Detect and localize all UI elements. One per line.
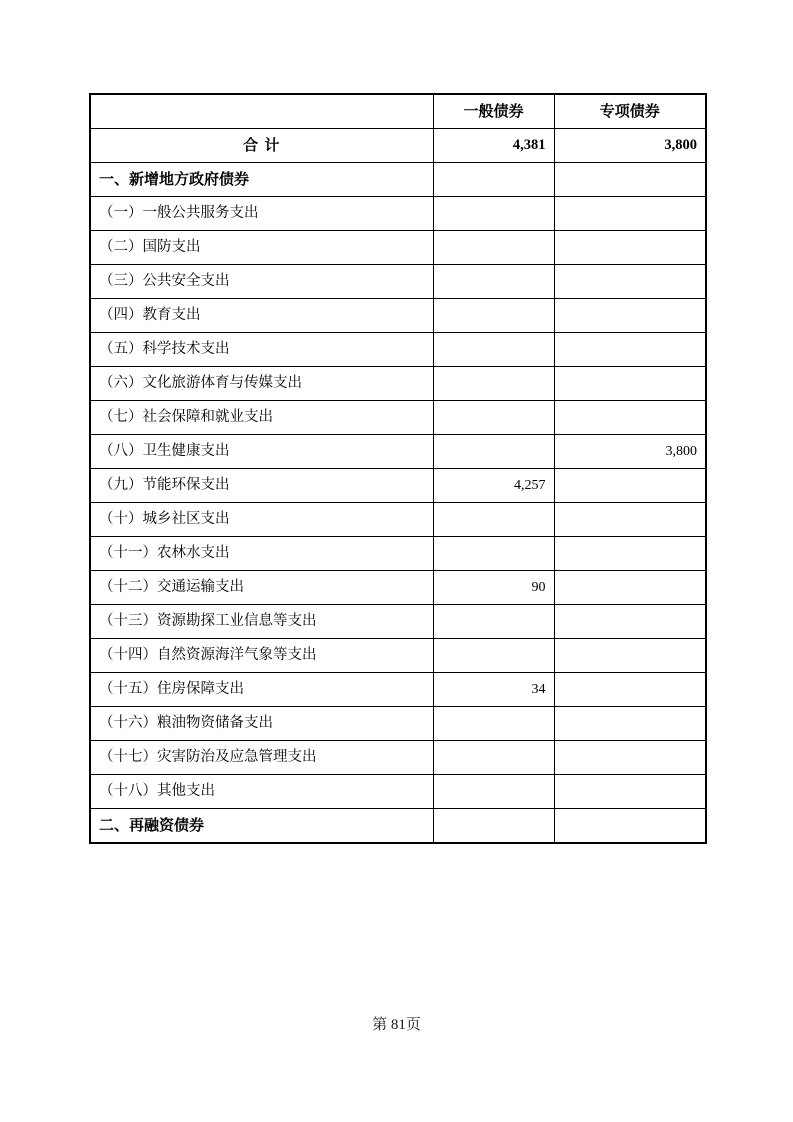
expense-label-cell: （十五）住房保障支出	[90, 673, 433, 707]
general-bond-value-cell	[433, 231, 554, 265]
special-bond-value-cell	[554, 401, 706, 435]
expense-label-cell: （一）一般公共服务支出	[90, 197, 433, 231]
special-bond-value-cell	[554, 163, 706, 197]
special-bond-value-cell	[554, 775, 706, 809]
general-bond-value-cell	[433, 401, 554, 435]
special-bond-value-cell	[554, 197, 706, 231]
general-bond-value-cell	[433, 605, 554, 639]
general-bond-value-cell	[433, 639, 554, 673]
special-bond-value-cell	[554, 333, 706, 367]
general-bond-value-cell: 4,381	[433, 129, 554, 163]
general-bond-value-cell	[433, 265, 554, 299]
table-row	[90, 197, 706, 231]
bond-expenditure-table	[89, 93, 707, 844]
expense-label-cell: （五）科学技术支出	[90, 333, 433, 367]
table-row	[90, 673, 706, 707]
special-bond-value-cell	[554, 503, 706, 537]
special-bond-value-cell	[554, 639, 706, 673]
special-bond-value-cell	[554, 673, 706, 707]
expense-label-cell: （十七）灾害防治及应急管理支出	[90, 741, 433, 775]
expense-label-cell: （十三）资源勘探工业信息等支出	[90, 605, 433, 639]
general-bond-value-cell	[433, 197, 554, 231]
general-bond-value-cell	[433, 707, 554, 741]
expense-label-cell: （十八）其他支出	[90, 775, 433, 809]
expense-label-cell: （七）社会保障和就业支出	[90, 401, 433, 435]
special-bond-value-cell	[554, 741, 706, 775]
general-bond-value-cell	[433, 503, 554, 537]
expense-label-cell: （八）卫生健康支出	[90, 435, 433, 469]
general-bond-value-cell	[433, 537, 554, 571]
special-bond-value-cell	[554, 809, 706, 844]
table-header-row	[90, 94, 706, 129]
special-bond-value-cell	[554, 299, 706, 333]
expense-label-cell: （十六）粮油物资储备支出	[90, 707, 433, 741]
table-row	[90, 163, 706, 197]
table-row	[90, 775, 706, 809]
general-bond-value-cell	[433, 809, 554, 844]
expense-label-cell: （十一）农林水支出	[90, 537, 433, 571]
expense-label-cell: （九）节能环保支出	[90, 469, 433, 503]
special-bond-value-cell: 3,800	[554, 129, 706, 163]
general-bond-value-cell	[433, 741, 554, 775]
header-special-bond-cell: 专项债券	[554, 94, 706, 129]
table-row	[90, 741, 706, 775]
general-bond-value-cell	[433, 333, 554, 367]
expense-label-cell: （十二）交通运输支出	[90, 571, 433, 605]
table-row	[90, 299, 706, 333]
general-bond-value-cell	[433, 775, 554, 809]
header-general-bond-cell: 一般债券	[433, 94, 554, 129]
table-row	[90, 503, 706, 537]
special-bond-value-cell: 3,800	[554, 435, 706, 469]
table-row	[90, 469, 706, 503]
general-bond-value-cell: 90	[433, 571, 554, 605]
table-row	[90, 401, 706, 435]
table-row	[90, 639, 706, 673]
special-bond-value-cell	[554, 605, 706, 639]
general-bond-value-cell	[433, 435, 554, 469]
special-bond-value-cell	[554, 537, 706, 571]
table-row	[90, 571, 706, 605]
table-row	[90, 231, 706, 265]
table-row	[90, 707, 706, 741]
expense-label-cell: （二）国防支出	[90, 231, 433, 265]
table-row	[90, 605, 706, 639]
general-bond-value-cell	[433, 367, 554, 401]
table-row	[90, 809, 706, 844]
table-body	[90, 94, 706, 843]
special-bond-value-cell	[554, 367, 706, 401]
special-bond-value-cell	[554, 571, 706, 605]
page-number: 第 81页	[372, 1017, 421, 1033]
table-row	[90, 333, 706, 367]
special-bond-value-cell	[554, 231, 706, 265]
table-row	[90, 537, 706, 571]
special-bond-value-cell	[554, 265, 706, 299]
expense-label-cell: （十）城乡社区支出	[90, 503, 433, 537]
general-bond-value-cell: 4,257	[433, 469, 554, 503]
special-bond-value-cell	[554, 707, 706, 741]
expense-label-cell: 合 计	[90, 129, 433, 163]
general-bond-value-cell: 34	[433, 673, 554, 707]
table-row	[90, 265, 706, 299]
expense-label-cell: （十四）自然资源海洋气象等支出	[90, 639, 433, 673]
expense-label-cell: （四）教育支出	[90, 299, 433, 333]
table-row	[90, 367, 706, 401]
expense-label-cell: 一、新增地方政府债券	[90, 163, 433, 197]
expense-label-cell: （三）公共安全支出	[90, 265, 433, 299]
table-row	[90, 129, 706, 163]
general-bond-value-cell	[433, 163, 554, 197]
general-bond-value-cell	[433, 299, 554, 333]
table-row	[90, 435, 706, 469]
expense-label-cell: 二、再融资债券	[90, 809, 433, 844]
expense-label-cell: （六）文化旅游体育与传媒支出	[90, 367, 433, 401]
special-bond-value-cell	[554, 469, 706, 503]
header-label-cell	[90, 94, 433, 129]
